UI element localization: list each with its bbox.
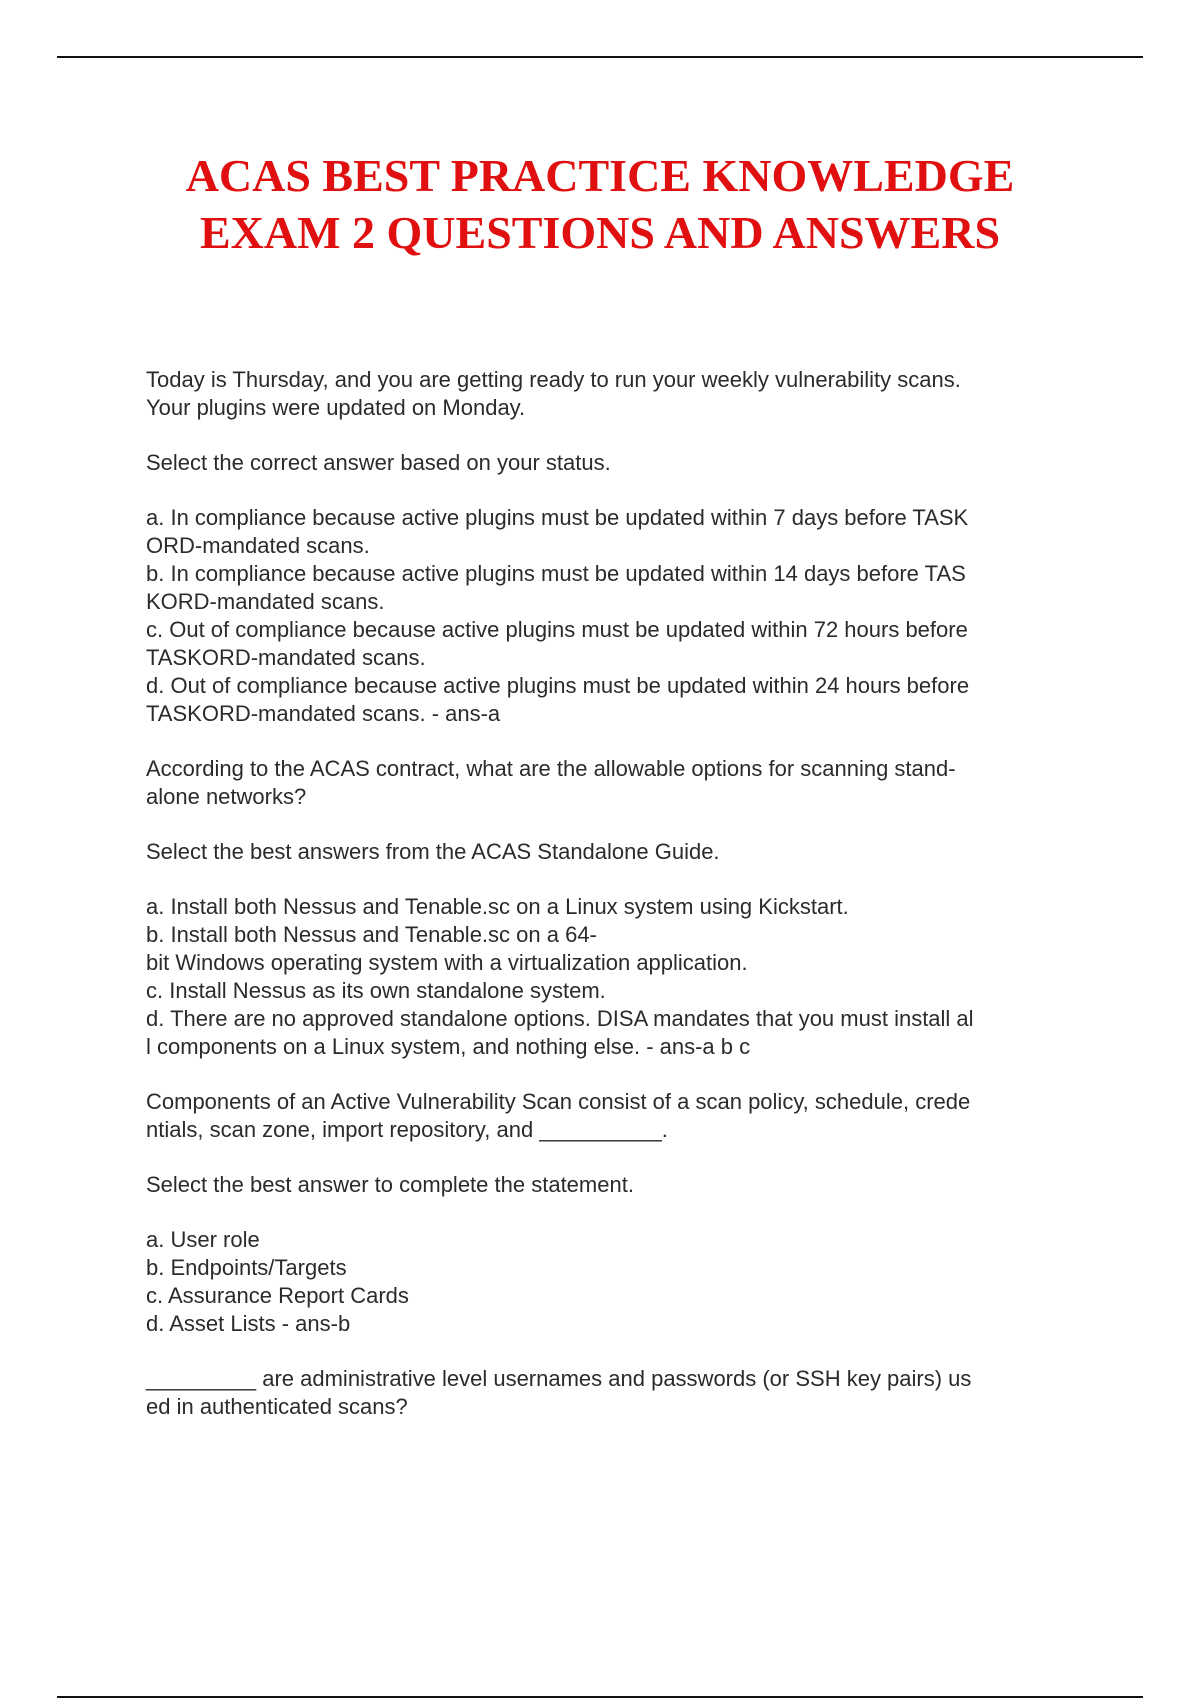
title-line-1: ACAS BEST PRACTICE KNOWLEDGE — [185, 150, 1015, 201]
question-1 — [146, 366, 1086, 728]
bottom-rule — [57, 1696, 1143, 1698]
question-stem: Components of an Active Vulnerability Scan consist of a scan policy, schedule, crede ntials, scan zone, import repository, and __________. — [146, 1089, 971, 1142]
answer-option: a. User role — [146, 1227, 260, 1252]
question-stem: According to the ACAS contract, what are the allowable options for scanning stand- alone networks? — [146, 756, 956, 809]
question-stem: _________ are administrative level usernames and passwords (or SSH key pairs) us ed in authenticated scans? — [146, 1366, 972, 1419]
title-line-2: EXAM 2 QUESTIONS AND ANSWERS — [199, 207, 1001, 258]
answer-option: b. In compliance because active plugins must be updated within 14 days before TAS KORD-mandated scans. — [146, 561, 966, 614]
document-body — [146, 366, 1086, 1421]
answer-option: c. Out of compliance because active plugins must be updated within 72 hours before TASKORD-mandated scans. — [146, 617, 968, 670]
question-stem: Today is Thursday, and you are getting ready to run your weekly vulnerability scans. Your plugins were updated on Monday. — [146, 367, 961, 420]
answer-option: b. Endpoints/Targets — [146, 1255, 347, 1280]
question-2 — [146, 755, 1086, 1061]
answer-option: c. Assurance Report Cards — [146, 1283, 409, 1308]
question-4 — [146, 1365, 1086, 1421]
question-3 — [146, 1088, 1086, 1338]
answer-option: a. Install both Nessus and Tenable.sc on a Linux system using Kickstart. — [146, 894, 849, 919]
answer-option: a. In compliance because active plugins must be updated within 7 days before TASK ORD-mandated scans. — [146, 505, 969, 558]
document-title — [0, 147, 1200, 261]
top-rule — [57, 56, 1143, 58]
answer-option: d. Asset Lists - ans-b — [146, 1311, 351, 1336]
question-instruction: Select the best answers from the ACAS Standalone Guide. — [146, 839, 720, 864]
question-instruction: Select the correct answer based on your status. — [146, 450, 611, 475]
question-instruction: Select the best answer to complete the statement. — [146, 1172, 634, 1197]
answer-option: d. There are no approved standalone options. DISA mandates that you must install al l components on a Linux system, and nothing else. - ans-a b c — [146, 1006, 974, 1059]
answer-option: b. Install both Nessus and Tenable.sc on a 64- bit Windows operating system with a virtualization application. — [146, 922, 748, 975]
answer-option: d. Out of compliance because active plugins must be updated within 24 hours before TASKORD-mandated scans. - ans-a — [146, 673, 970, 726]
answer-option: c. Install Nessus as its own standalone system. — [146, 978, 606, 1003]
